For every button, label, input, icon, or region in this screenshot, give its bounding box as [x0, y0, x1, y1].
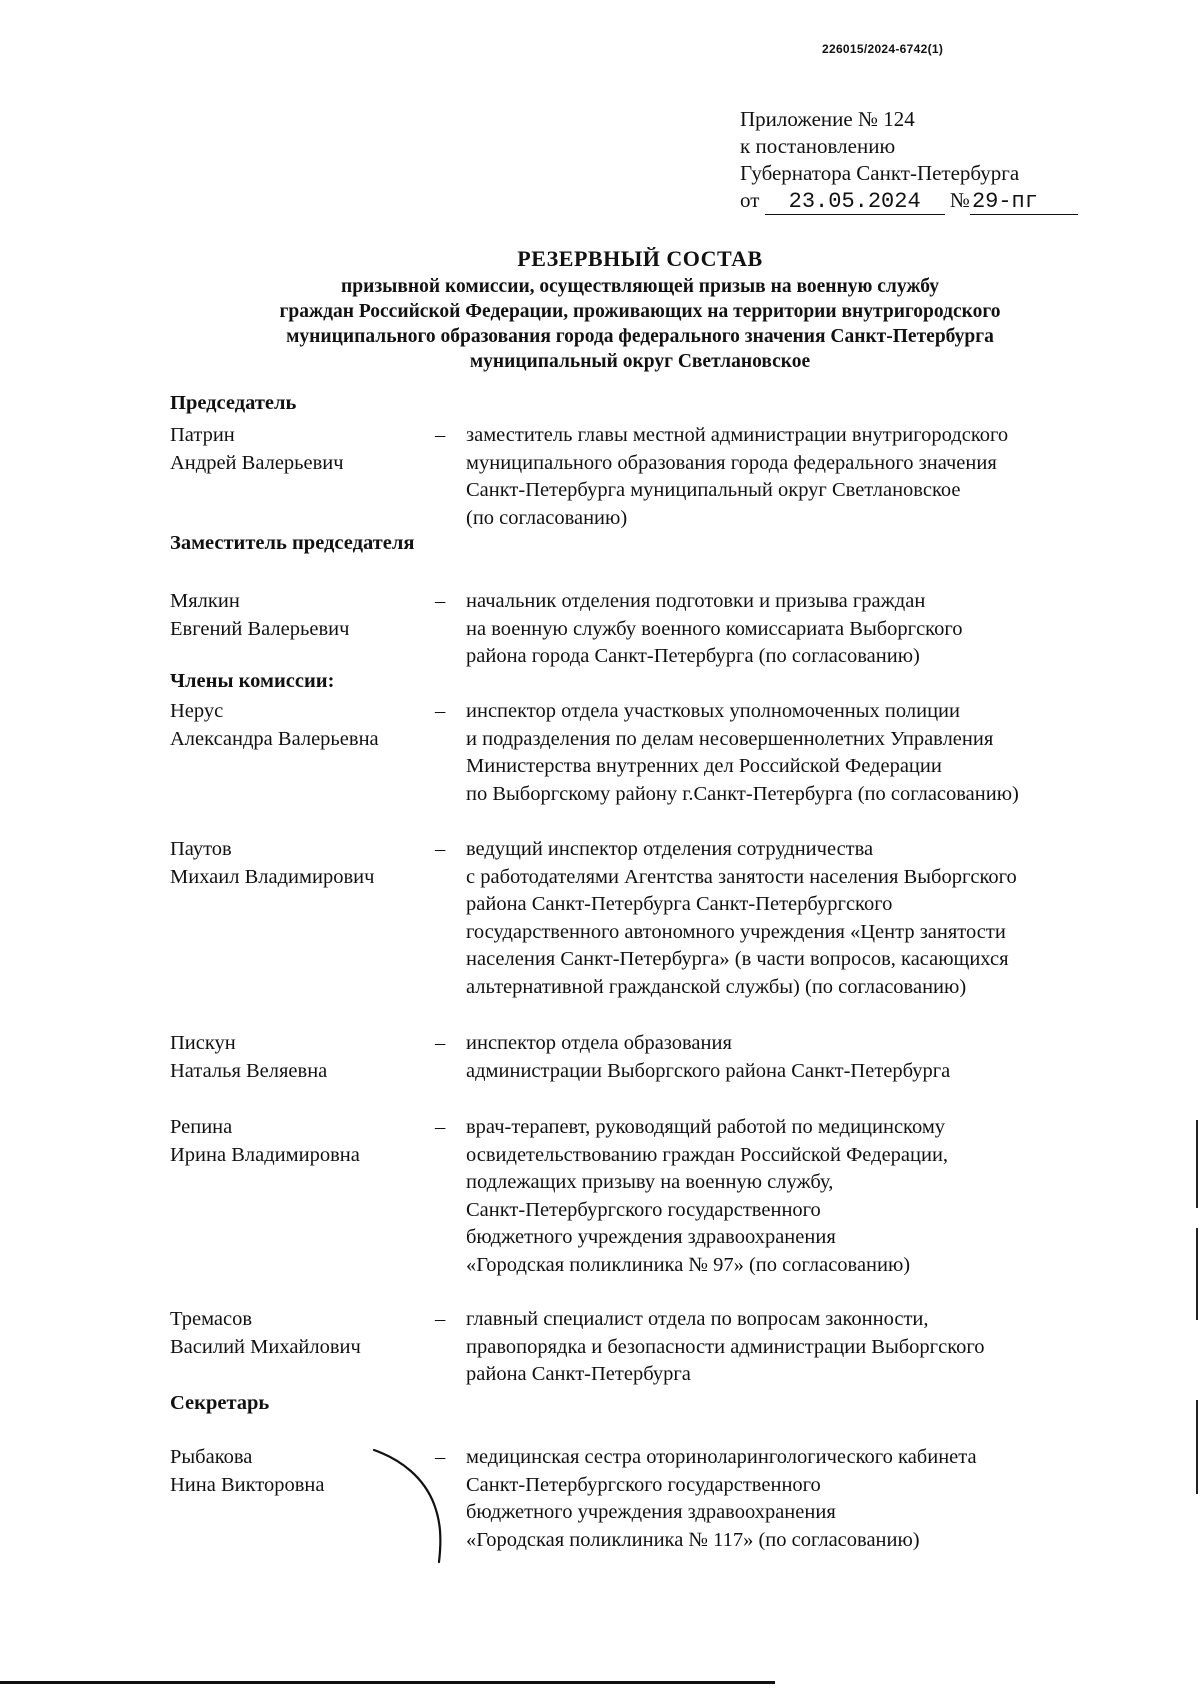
member-position — [466, 588, 1200, 671]
appendix-block — [740, 106, 1078, 215]
member-surname: Паутов — [170, 838, 232, 860]
position-line: населения Санкт-Петербурга» (в части вопросов, касающихся — [466, 948, 1009, 970]
appendix-number: Приложение № 124 — [740, 107, 915, 131]
position-line: ведущий инспектор отделения сотрудничества — [466, 838, 874, 860]
position-line: на военную службу военного комиссариата Выборгского — [466, 617, 963, 640]
scan-edge-mark — [1196, 1120, 1198, 1208]
dash-separator: – — [435, 1308, 446, 1330]
dash-separator: – — [435, 424, 446, 446]
member-name — [170, 1114, 430, 1169]
position-line: администрации Выборгского района Санкт-Петербурга — [466, 1059, 951, 1082]
member-given-name: Ирина Владимировна — [170, 1143, 360, 1166]
document-registration-number: 226015/2024-6742(1) — [822, 42, 944, 56]
member-position — [466, 1306, 1200, 1389]
member-name — [170, 588, 430, 643]
position-line: инспектор отдела участковых уполномоченных полиции — [466, 700, 960, 722]
member-name — [170, 698, 430, 753]
member-name — [170, 836, 430, 891]
position-line: района Санкт-Петербурга — [466, 1363, 691, 1385]
appendix-from-label: от — [740, 188, 760, 212]
position-line: заместитель главы местной администрации внутригородского — [466, 424, 1009, 446]
document-title: РЕЗЕРВНЫЙ СОСТАВ — [517, 246, 763, 271]
member-given-name: Михаил Владимирович — [170, 865, 375, 888]
dash-separator: – — [435, 838, 446, 860]
position-line: начальник отделения подготовки и призыва граждан — [466, 590, 926, 612]
position-line: альтернативной гражданской службы) (по согласованию) — [466, 975, 967, 998]
subtitle-line: муниципального образования города федерального значения Санкт-Петербурга — [286, 326, 994, 347]
appendix-date: 23.05.2024 — [765, 190, 945, 215]
position-line: бюджетного учреждения здравоохранения — [466, 1501, 836, 1523]
position-line: (по согласованию) — [466, 506, 628, 529]
member-given-name: Андрей Валерьевич — [170, 451, 344, 474]
scan-edge-mark — [1196, 1228, 1198, 1320]
member-position — [466, 1030, 1200, 1085]
position-line: Санкт-Петербургского государственного — [466, 1198, 821, 1221]
member-position — [466, 422, 1200, 532]
position-line: и подразделения по делам несовершеннолетних Управления — [466, 727, 994, 750]
position-line: бюджетного учреждения здравоохранения — [466, 1226, 836, 1248]
position-line: правопорядка и безопасности администрации Выборгского — [466, 1335, 985, 1358]
subtitle-line: призывной комиссии, осуществляющей призыв на военную службу — [341, 276, 939, 297]
member-surname: Репина — [170, 1116, 233, 1138]
subtitle-line: граждан Российской Федерации, проживающих на территории внутригородского — [279, 301, 1001, 322]
position-line: Министерства внутренних дел Российской Федерации — [466, 755, 942, 777]
position-line: Санкт-Петербургского государственного — [466, 1473, 821, 1496]
dash-separator: – — [435, 590, 446, 612]
scan-edge-mark — [1196, 1400, 1198, 1494]
member-surname: Рыбакова — [170, 1446, 253, 1468]
position-line: медицинская сестра оториноларингологического кабинета — [466, 1446, 977, 1468]
member-position — [466, 698, 1200, 808]
role-chairman: Председатель — [170, 392, 297, 414]
dash-separator: – — [435, 700, 446, 722]
position-line: подлежащих призыву на военную службу, — [466, 1171, 834, 1193]
appendix-authority: Губернатора Санкт-Петербурга — [740, 161, 1020, 185]
member-position — [466, 1114, 1200, 1279]
member-name — [170, 1306, 430, 1361]
position-line: района города Санкт-Петербурга (по согласованию) — [466, 645, 920, 667]
appendix-date-line — [740, 187, 1078, 215]
member-given-name: Наталья Веляевна — [170, 1059, 328, 1082]
position-line: главный специалист отдела по вопросам законности, — [466, 1308, 929, 1330]
document-heading — [170, 244, 1110, 374]
dash-separator: – — [435, 1116, 446, 1138]
member-surname: Тремасов — [170, 1308, 253, 1330]
position-line: района Санкт-Петербурга Санкт-Петербургского — [466, 893, 893, 915]
member-name — [170, 1030, 430, 1085]
handwritten-mark-icon — [372, 1446, 452, 1566]
member-surname: Мялкин — [170, 590, 240, 612]
dash-separator: – — [435, 1032, 446, 1054]
subtitle-line: муниципальный округ Светлановское — [469, 351, 811, 372]
position-line: врач-терапевт, руководящий работой по медицинскому — [466, 1116, 946, 1138]
position-line: с работодателями Агентства занятости населения Выборгского — [466, 865, 1017, 888]
position-line: по Выборгскому району г.Санкт-Петербурга (по согласованию) — [466, 782, 1019, 805]
position-line: «Городская поликлиника № 97» (по согласованию) — [466, 1253, 911, 1276]
bottom-rule — [0, 1681, 775, 1684]
member-surname: Нерус — [170, 700, 224, 722]
member-surname: Пискун — [170, 1032, 236, 1054]
appendix-number-label: № — [949, 188, 970, 212]
role-members: Члены комиссии: — [170, 670, 335, 692]
role-deputy-chairman: Заместитель председателя — [170, 532, 415, 554]
member-given-name: Александра Валерьевна — [170, 727, 379, 750]
member-given-name: Нина Викторовна — [170, 1473, 325, 1496]
member-position — [466, 836, 1200, 1001]
member-given-name: Василий Михайлович — [170, 1335, 361, 1358]
member-surname: Патрин — [170, 424, 235, 446]
appendix-decree-number: 29-пг — [970, 190, 1078, 215]
role-secretary: Секретарь — [170, 1392, 270, 1414]
member-given-name: Евгений Валерьевич — [170, 617, 350, 640]
member-name — [170, 422, 430, 477]
member-position — [466, 1444, 1200, 1554]
position-line: муниципального образования города федерального значения — [466, 451, 997, 474]
appendix-ref: к постановлению — [740, 134, 896, 158]
position-line: государственного автономного учреждения «Центр занятости — [466, 920, 1006, 943]
position-line: Санкт-Петербурга муниципальный округ Светлановское — [466, 479, 961, 501]
position-line: освидетельствованию граждан Российской Федерации, — [466, 1143, 949, 1166]
position-line: «Городская поликлиника № 117» (по согласованию) — [466, 1528, 920, 1551]
document-subtitle — [170, 274, 1110, 374]
position-line: инспектор отдела образования — [466, 1032, 732, 1054]
dash-separator: – — [435, 1446, 446, 1468]
